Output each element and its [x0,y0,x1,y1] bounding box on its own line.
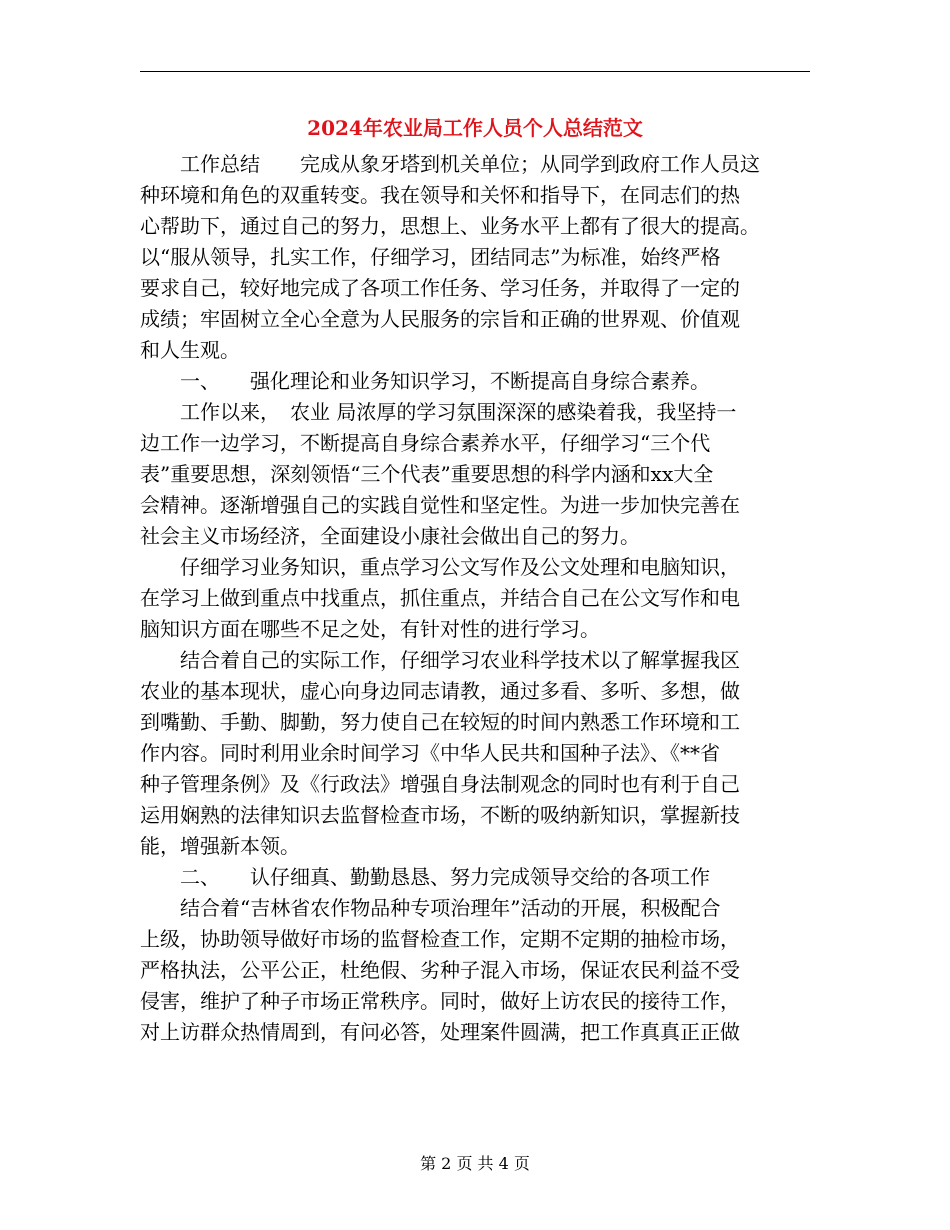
body-line: 表”重要思想，深刻领悟“三个代表”重要思想的科学内涵和xx大全 [140,462,714,486]
body-line: 边工作一边学习，不断提高自身综合素养水平，仔细学习“三个代 [140,431,711,455]
body-line: 社会主义市场经济，全面建设小康社会做出自己的努力。 [140,524,640,548]
body-line: 作内容。同时利用业余时间学习《中华人民共和国种子法》、《**省 [140,741,720,765]
body-line: 农业的基本现状，虚心向身边同志请教，通过多看、多听、多想，做 [140,679,740,703]
body-line: 会精神。逐渐增强自己的实践自觉性和坚定性。为进一步加快完善在 [140,493,740,517]
body-line: 要求自己，较好地完成了各项工作任务、学习任务，并取得了一定的 [140,276,740,300]
body-line: 心帮助下，通过自己的努力，思想上、业务水平上都有了很大的提高。 [140,214,760,238]
body-line: 对上访群众热情周到，有问必答，处理案件圆满，把工作真真正正做 [140,1020,740,1044]
body-line: 种环境和角色的双重转变。我在领导和关怀和指导下，在同志们的热 [140,183,740,207]
page-footer: 第 2 页 共 4 页 [420,1154,530,1173]
body-line: 成绩；牢固树立全心全意为人民服务的宗旨和正确的世界观、价值观 [140,307,740,331]
body-line: 仔细学习业务知识，重点学习公文写作及公文处理和电脑知识， [140,555,740,579]
body-line: 以“服从领导，扎实工作，仔细学习，团结同志”为标准，始终严格 [140,245,721,269]
body-line: 在学习上做到重点中找重点，抓住重点，并结合自己在公文写作和电 [140,586,740,610]
body-line: 到嘴勤、手勤、脚勤，努力使自己在较短的时间内熟悉工作环境和工 [140,710,740,734]
document-title: 2024年农业局工作人员个人总结范文 [307,116,643,140]
header-rule [140,71,810,72]
document-body [140,149,800,1048]
body-line: 上级，协助领导做好市场的监督检查工作，定期不定期的抽检市场， [140,927,740,951]
body-line: 和人生观。 [140,338,240,362]
body-line: 侵害，维护了种子市场正常秩序。同时，做好上访农民的接待工作， [140,989,740,1013]
body-line: 运用娴熟的法律知识去监督检查市场，不断的吸纳新知识，掌握新技 [140,803,740,827]
body-line: 严格执法，公平公正，杜绝假、劣种子混入市场，保证农民利益不受 [140,958,740,982]
body-line: 能，增强新本领。 [140,834,300,858]
body-line: 脑知识方面在哪些不足之处，有针对性的进行学习。 [140,617,600,641]
body-line: 结合着“吉林省农作物品种专项治理年”活动的开展，积极配合 [140,896,721,920]
body-line: 结合着自己的实际工作，仔细学习农业科学技术以了解掌握我区 [140,648,740,672]
body-line: 种子管理条例》及《行政法》增强自身法制观念的同时也有利于自己 [140,772,740,796]
body-line: 工作以来， 农业 局浓厚的学习氛围深深的感染着我，我坚持一 [140,400,737,424]
body-line: 一、 强化理论和业务知识学习，不断提高自身综合素养。 [140,369,710,393]
body-line: 二、 认仔细真、勤勤恳恳、努力完成领导交给的各项工作 [140,865,710,889]
body-line: 工作总结 完成从象牙塔到机关单位；从同学到政府工作人员这 [140,152,760,176]
